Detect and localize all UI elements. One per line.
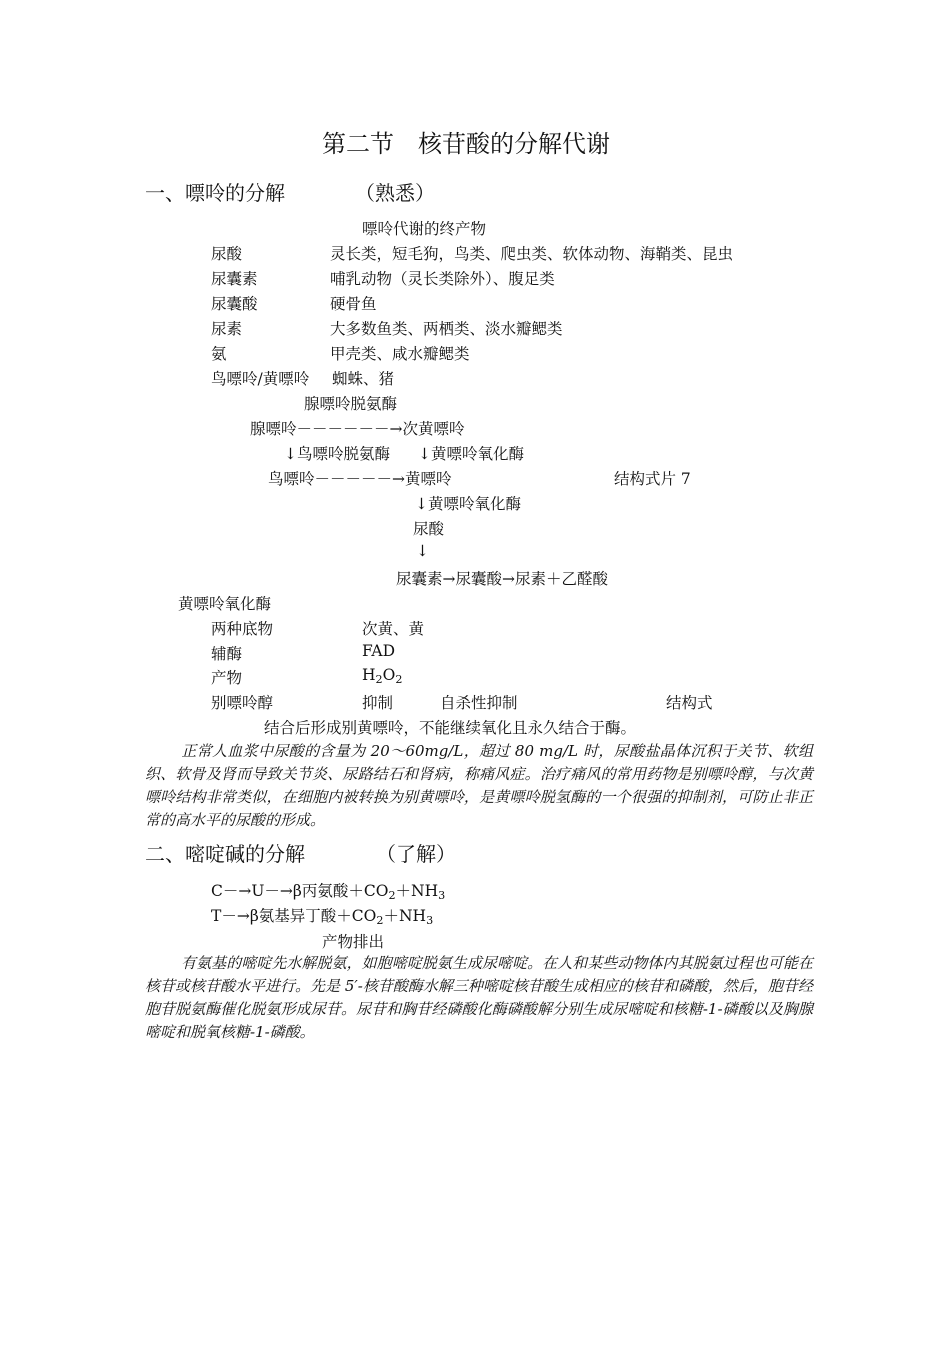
allopurinol-note: 结构式 — [666, 694, 713, 712]
xo-value-h2o2: $H_2O_2$ — [362, 666, 403, 686]
end-product-name: 尿酸 — [211, 245, 243, 263]
pathway-line-guanine: 鸟嘌呤－－－－－→黄嘌呤 — [268, 470, 452, 488]
end-product-organisms: 蜘蛛、猪 — [332, 370, 395, 388]
allopurinol-label: 别嘌呤醇 — [211, 694, 274, 712]
end-product-organisms: 灵长类，短毛狗，鸟类、爬虫类、软体动物、海鞘类、昆虫 — [330, 245, 734, 263]
end-product-organisms: 哺乳动物（灵长类除外）、腹足类 — [330, 270, 555, 288]
enzyme-adenine-deaminase: 腺嘌呤脱氨酶 — [304, 395, 398, 413]
allopurinol-sentence: 结合后形成别黄嘌呤，不能继续氧化且永久结合于酶。 — [264, 719, 637, 737]
xo-label: 两种底物 — [211, 620, 274, 638]
end-product-name: 尿囊酸 — [211, 295, 258, 313]
xo-value: 次黄、黄 — [362, 620, 425, 638]
uric-acid-label: 尿酸 — [413, 520, 445, 538]
pyrimidine-equation-t: T－→β氨基异丁酸$+CO_2+NH_3$ — [211, 907, 434, 927]
structure-note: 结构式片 7 — [614, 470, 691, 488]
end-product-name: 氨 — [211, 345, 227, 363]
pyrimidine-paragraph: 有氨基的嘧啶先水解脱氨，如胞嘧啶脱氨生成尿嘧啶。在人和某些动物体内其脱氨过程也可能在核苷或核苷酸水平进行。先是 5′-核苷酸酶水解三种嘧啶核苷酸生成相应的核苷和磷酸，然后，胞苷经胞苷脱氨酶催化脱氨形成尿苷。尿苷和胸苷经磷酸化酶磷酸解分别生成尿嘧啶和核糖-1-磷酸以及胸腺嘧啶和脱氧核糖-1-磷酸。 — [145, 954, 813, 1041]
section2-heading: 二、嘧啶碱的分解 — [145, 842, 305, 866]
section1-tag: （熟悉） — [355, 181, 435, 205]
allopurinol-extra: 自杀性抑制 — [440, 694, 518, 712]
excretion-label: 产物排出 — [322, 933, 385, 951]
section1-heading: 一、嘌呤的分解 — [145, 181, 285, 205]
pathway-final-line: 尿囊素→尿囊酸→尿素＋乙醛酸 — [396, 570, 608, 588]
xo-value: FAD — [362, 642, 396, 660]
section2-tag: （了解） — [376, 842, 456, 866]
xo-label: 辅酶 — [211, 645, 243, 663]
end-product-organisms: 甲壳类、咸水瓣鳃类 — [330, 345, 470, 363]
end-products-title: 嘌呤代谢的终产物 — [362, 220, 487, 238]
xo-title: 黄嘌呤氧化酶 — [178, 595, 272, 613]
enzyme-guanine-deaminase: ↓鸟嘌呤脱氨酶 — [284, 445, 390, 463]
end-product-name: 尿素 — [211, 320, 243, 338]
end-product-organisms: 大多数鱼类、两栖类、淡水瓣鳃类 — [330, 320, 563, 338]
gout-paragraph: 正常人血浆中尿酸的含量为 20～60mg/L，超过 80 mg/L 时，尿酸盐晶体沉积于关节、软组织、软骨及肾而导致关节炎、尿路结石和肾病，称痛风症。治疗痛风的常用药物是别嘌呤醇，与次黄嘌呤结构非常类似，在细胞内被转换为别黄嘌呤，是黄嘌呤脱氢酶的一个很强的抑制剂，可防止非正常的高水平的尿酸的形成。 — [145, 742, 813, 829]
allopurinol-value: 抑制 — [362, 694, 394, 712]
end-product-name: 鸟嘌呤/黄嘌呤 — [211, 370, 310, 388]
pathway-line-adenine: 腺嘌呤－－－－－－→次黄嘌呤 — [250, 420, 465, 438]
end-product-name: 尿囊素 — [211, 270, 258, 288]
down-arrow: ↓ — [416, 542, 429, 560]
xo-label: 产物 — [211, 669, 243, 687]
enzyme-xanthine-oxidase: ↓黄嘌呤氧化酶 — [418, 445, 524, 463]
enzyme-xanthine-oxidase-2: ↓黄嘌呤氧化酶 — [415, 495, 521, 513]
pyrimidine-equation-c: C－→U－→β丙氨酸$+CO_2+NH_3$ — [211, 882, 446, 902]
end-product-organisms: 硬骨鱼 — [330, 295, 377, 313]
page-title: 第二节 核苷酸的分解代谢 — [322, 130, 610, 158]
